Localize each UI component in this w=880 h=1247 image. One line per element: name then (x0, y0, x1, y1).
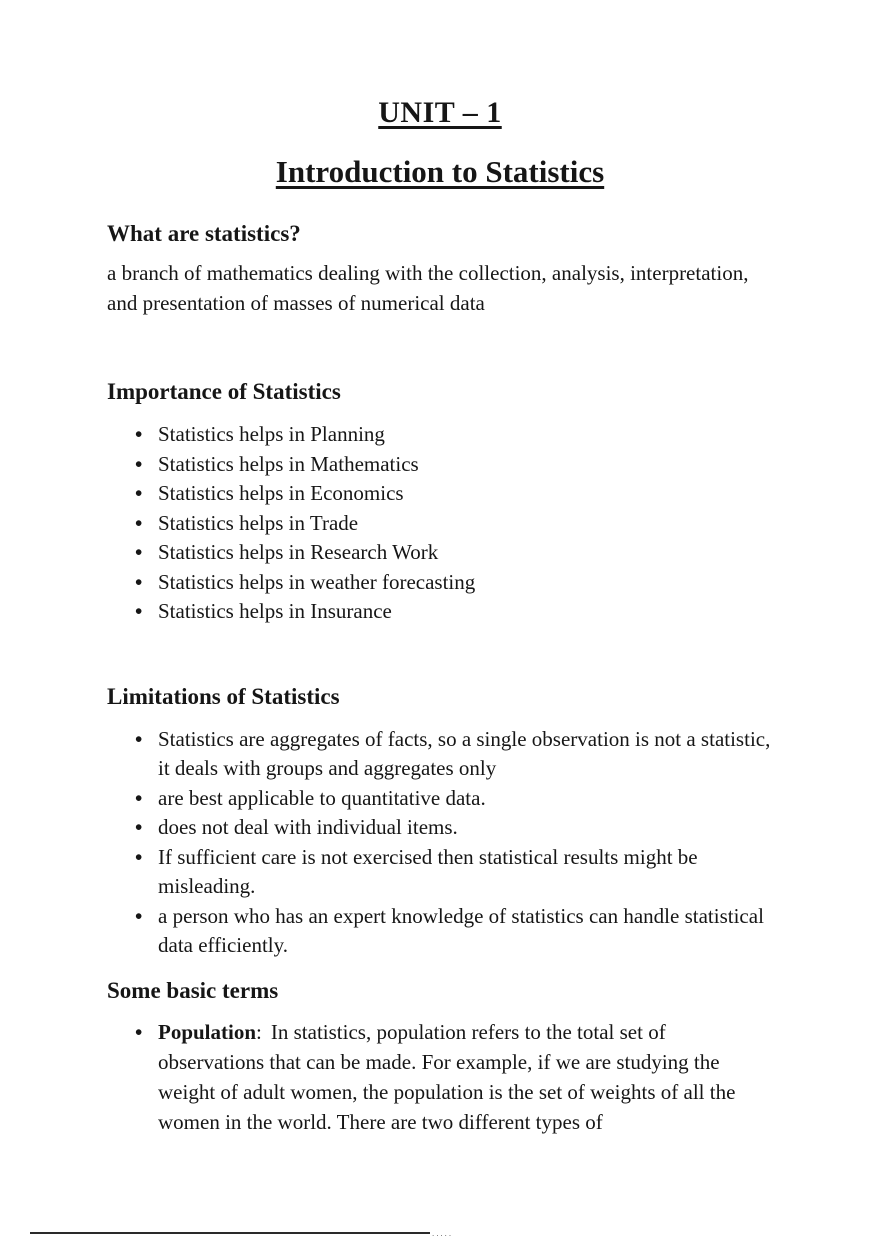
heading-what-are-statistics: What are statistics? (107, 221, 301, 246)
footer-mark: ..... (432, 1230, 454, 1238)
basic-terms-list (107, 1017, 772, 1137)
list-item: • Statistics helps in Planning (158, 420, 772, 450)
term-separator: : (256, 1019, 262, 1044)
list-item: • Statistics helps in Trade (158, 509, 772, 539)
list-item: • Statistics are aggregates of facts, so a single observation is not a statistic, it deals with groups and aggregates only (158, 725, 772, 784)
list-item: • If sufficient care is not exercised then statistical results might be misleading. (158, 843, 772, 902)
list-item: • Statistics helps in Mathematics (158, 450, 772, 480)
section-limitations (107, 683, 773, 961)
section-what-are-statistics (107, 220, 773, 318)
term-definition: In statistics, population refers to the total set of observations that can be made. For example, if we are studying the weight of adult women, the population is the set of weights of all the women in the world. There are two different types of (158, 1019, 736, 1134)
heading-limitations: Limitations of Statistics (107, 683, 340, 709)
heading-importance: Importance of Statistics (107, 379, 341, 404)
importance-list (107, 420, 772, 627)
list-item: • Statistics helps in Economics (158, 479, 772, 509)
unit-title: UNIT – 1 (378, 96, 502, 129)
page-title: Introduction to Statistics (275, 154, 605, 189)
list-item (158, 1017, 772, 1137)
list-item: • Statistics helps in weather forecasting (158, 568, 772, 598)
list-item: • does not deal with individual items. (158, 813, 772, 843)
list-item: • Statistics helps in Research Work (158, 538, 772, 568)
heading-basic-terms: Some basic terms (107, 977, 279, 1003)
limitations-list (107, 725, 772, 961)
list-item: • Statistics helps in Insurance (158, 597, 772, 627)
section-importance (107, 378, 773, 627)
what-are-statistics-body: a branch of mathematics dealing with the collection, analysis, interpretation, and presentation of masses of numerical data (107, 261, 749, 315)
term-name: Population (158, 1019, 257, 1044)
list-item: • are best applicable to quantitative data. (158, 784, 772, 814)
section-basic-terms (107, 977, 773, 1137)
list-item: • a person who has an expert knowledge of statistics can handle statistical data efficiently. (158, 902, 772, 961)
footer-rule (30, 1232, 430, 1234)
